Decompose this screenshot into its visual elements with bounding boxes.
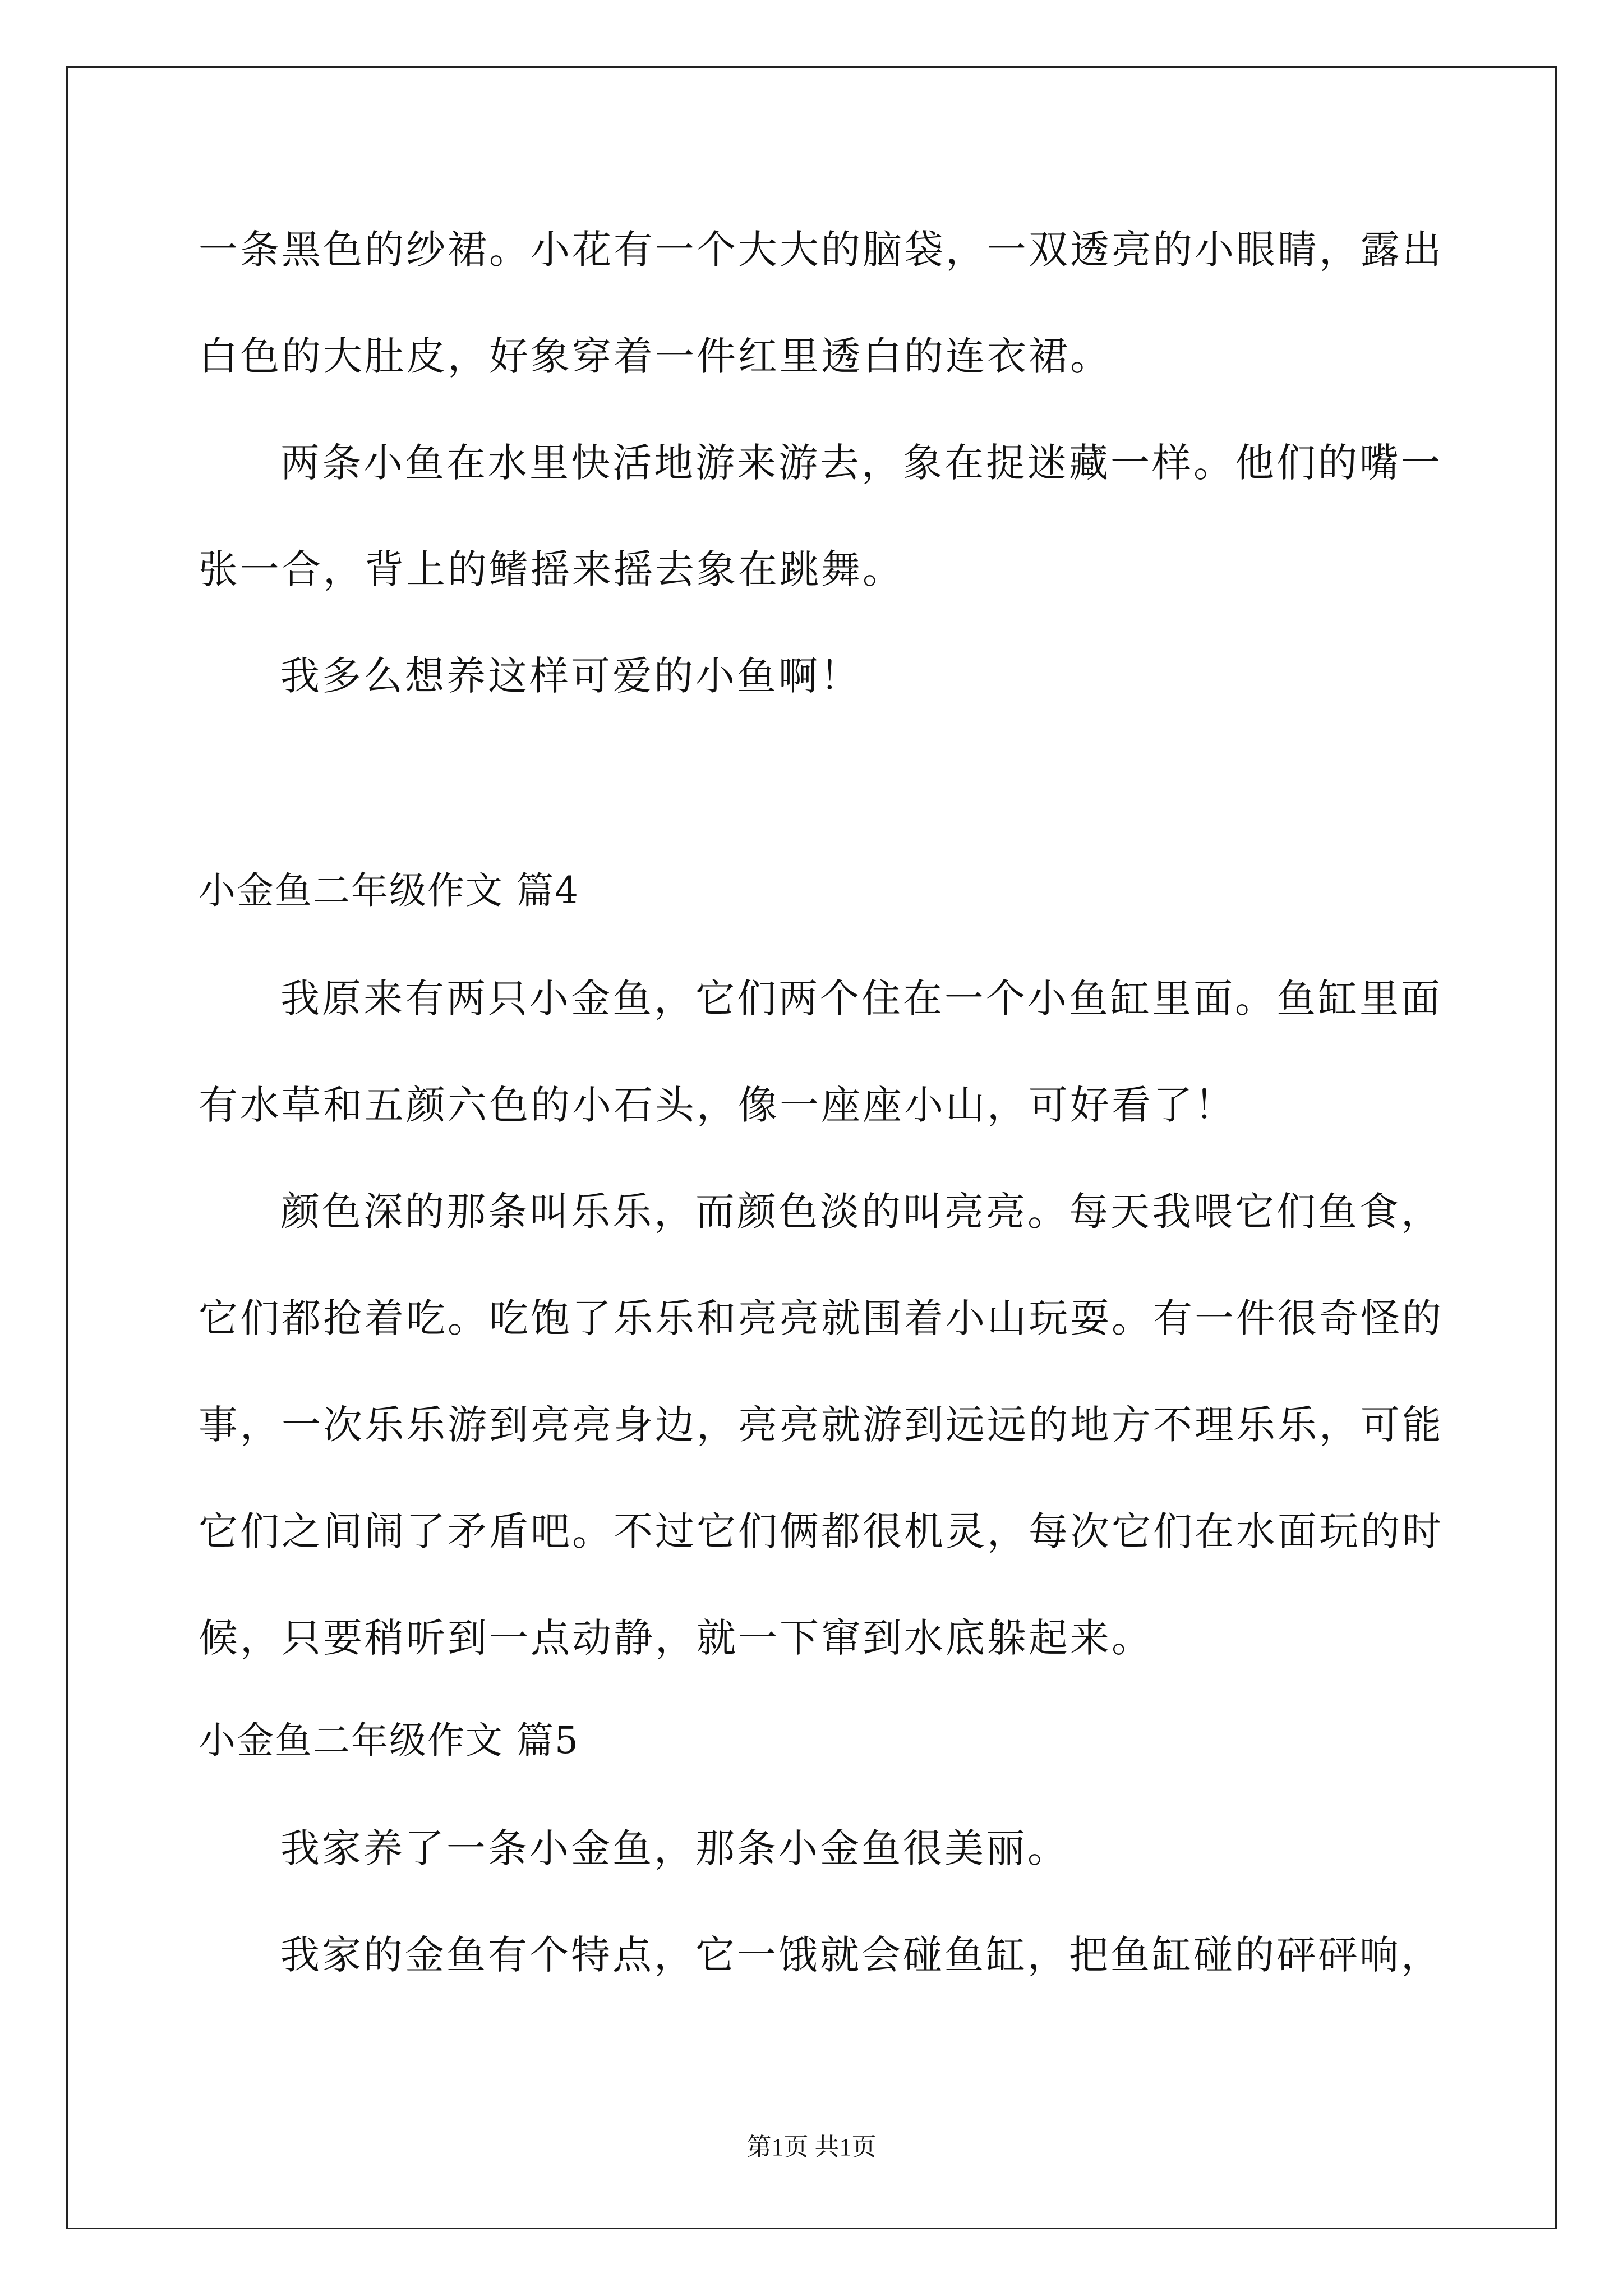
text-line: 我原来有两只小金鱼，它们两个住在一个小鱼缸里面。鱼缸里面 — [280, 976, 1442, 1022]
text-line: 它们之间闹了矛盾吧。不过它们俩都很机灵，每次它们在水面玩的时 — [199, 1508, 1444, 1554]
text-line: 颜色深的那条叫乐乐，而颜色淡的叫亮亮。每天我喂它们鱼食， — [280, 1189, 1442, 1235]
section-heading: 小金鱼二年级作文 篇4 — [199, 869, 579, 912]
text-line: 我家的金鱼有个特点，它一饿就会碰鱼缸，把鱼缸碰的砰砰响， — [280, 1932, 1442, 1978]
section-heading: 小金鱼二年级作文 篇5 — [199, 1719, 579, 1762]
text-line: 事，一次乐乐游到亮亮身边，亮亮就游到远远的地方不理乐乐，可能 — [199, 1402, 1444, 1448]
page-footer: 第1页 共1页 — [746, 2133, 877, 2161]
text-line: 有水草和五颜六色的小石头，像一座座小山，可好看了！ — [199, 1082, 1236, 1128]
text-line: 一条黑色的纱裙。小花有一个大大的脑袋，一双透亮的小眼睛，露出 — [199, 227, 1444, 273]
text-line: 我多么想养这样可爱的小鱼啊！ — [280, 653, 861, 699]
text-line: 两条小鱼在水里快活地游来游去，象在捉迷藏一样。他们的嘴一 — [280, 440, 1442, 486]
text-line: 白色的大肚皮，好象穿着一件红里透白的连衣裙。 — [199, 333, 1112, 379]
text-line: 候，只要稍听到一点动静，就一下窜到水底躲起来。 — [199, 1615, 1153, 1661]
text-line: 我家养了一条小金鱼，那条小金鱼很美丽。 — [280, 1825, 1069, 1871]
text-line: 它们都抢着吃。吃饱了乐乐和亮亮就围着小山玩耍。有一件很奇怪的 — [199, 1295, 1444, 1341]
page-border — [66, 66, 1557, 2229]
text-line: 张一合，背上的鳍摇来摇去象在跳舞。 — [199, 546, 904, 592]
